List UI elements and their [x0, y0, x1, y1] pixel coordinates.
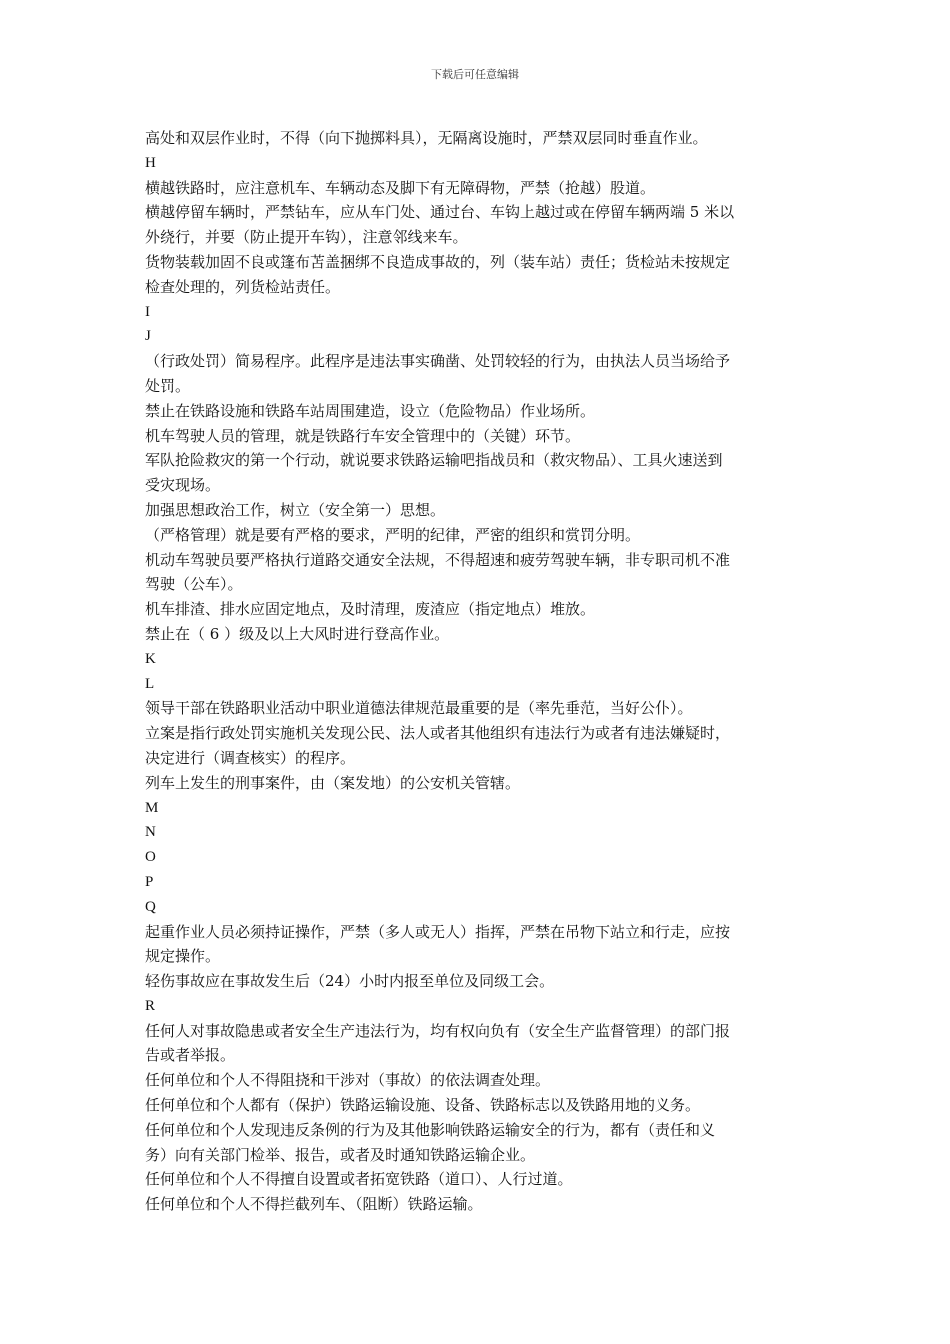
text-line: 告或者举报。 — [145, 1046, 236, 1065]
text-line: 列车上发生的刑事案件，由（案发地）的公安机关管辖。 — [145, 773, 521, 792]
text-line: 决定进行（调查核实）的程序。 — [145, 748, 356, 767]
text-line: 任何单位和个人不得拦截列车、（阻断）铁路运输。 — [145, 1195, 483, 1214]
section-letter: J — [145, 328, 151, 345]
text-line: 禁止在铁路设施和铁路车站周围建造，设立（危险物品）作业场所。 — [145, 401, 596, 420]
text-line: （行政处罚）简易程序。此程序是违法事实确凿、处罚较轻的行为，由执法人员当场给予 — [145, 352, 731, 371]
section-letter: O — [145, 849, 156, 866]
section-letter: Q — [145, 898, 156, 915]
text-line: 加强思想政治工作，树立（安全第一）思想。 — [145, 500, 446, 519]
text-line: 轻伤事故应在事故发生后（24）小时内报至单位及同级工会。 — [145, 972, 555, 991]
document-body — [145, 126, 807, 1217]
text-line: 受灾现场。 — [145, 476, 221, 495]
text-line: 任何单位和个人不得擅自设置或者拓宽铁路（道口）、人行过道。 — [145, 1170, 573, 1189]
section-letter: N — [145, 824, 156, 841]
text-line: 横越铁路时，应注意机车、车辆动态及脚下有无障碍物，严禁（抢越）股道。 — [145, 178, 656, 197]
section-letter: L — [145, 675, 155, 692]
text-line: 高处和双层作业时，不得（向下抛掷料具），无隔离设施时，严禁双层同时垂直作业。 — [145, 129, 708, 147]
text-line: 外绕行，并要（防止提开车钩），注意邻线来车。 — [145, 228, 468, 247]
page-header: 下载后可任意编辑 — [431, 68, 519, 81]
text-line: 任何单位和个人都有（保护）铁路运输设施、设备、铁路标志以及铁路用地的义务。 — [145, 1096, 701, 1115]
text-line: 规定操作。 — [145, 947, 221, 966]
text-line: 横越停留车辆时，严禁钻车，应从车门处、通过台、车钩上越过或在停留车辆两端 5 米以 — [145, 203, 735, 222]
section-letter: P — [145, 873, 154, 890]
text-line: 驾驶（公车）。 — [145, 575, 243, 594]
text-line: 货物装载加固不良或篷布苫盖捆绑不良造成事故的，列（装车站）责任；货检站未按规定 — [145, 252, 731, 271]
text-line: 立案是指行政处罚实施机关发现公民、法人或者其他组织有违法行为或者有违法嫌疑时， — [145, 724, 731, 743]
text-line: （严格管理）就是要有严格的要求，严明的纪律，严密的组织和赏罚分明。 — [145, 525, 641, 544]
text-line: 任何单位和个人不得阻挠和干涉对（事故）的依法调查处理。 — [145, 1071, 551, 1090]
text-line: 机车排渣、排水应固定地点，及时清理，废渣应（指定地点）堆放。 — [145, 600, 596, 619]
text-line: 任何单位和个人发现违反条例的行为及其他影响铁路运输安全的行为，都有（责任和义 — [145, 1120, 716, 1139]
text-line: 任何人对事故隐患或者安全生产违法行为，均有权向负有（安全生产监督管理）的部门报 — [145, 1021, 731, 1040]
text-line: 军队抢险救灾的第一个行动，就说要求铁路运输吧指战员和（救灾物品）、工具火速送到 — [145, 451, 723, 470]
text-line: 机动车驾驶员要严格执行道路交通安全法规，不得超速和疲劳驾驶车辆，非专职司机不准 — [145, 550, 731, 569]
section-letter: H — [145, 154, 156, 171]
section-letter: M — [145, 799, 159, 816]
section-letter: K — [145, 650, 156, 667]
text-line: 检查处理的，列货检站责任。 — [145, 277, 341, 296]
text-line: 机车驾驶人员的管理，就是铁路行车安全管理中的（关键）环节。 — [145, 426, 581, 445]
text-line: 处罚。 — [145, 376, 191, 395]
text-line: 领导干部在铁路职业活动中职业道德法律规范最重要的是（率先垂范，当好公仆）。 — [145, 699, 693, 718]
section-letter: R — [145, 997, 156, 1014]
text-line: 务）向有关部门检举、报告，或者及时通知铁路运输企业。 — [145, 1145, 536, 1164]
text-line: 起重作业人员必须持证操作，严禁（多人或无人）指挥，严禁在吊物下站立和行走，应按 — [145, 922, 731, 941]
text-line: 禁止在（ 6 ）级及以上大风时进行登高作业。 — [145, 624, 450, 643]
section-letter: I — [145, 303, 150, 320]
